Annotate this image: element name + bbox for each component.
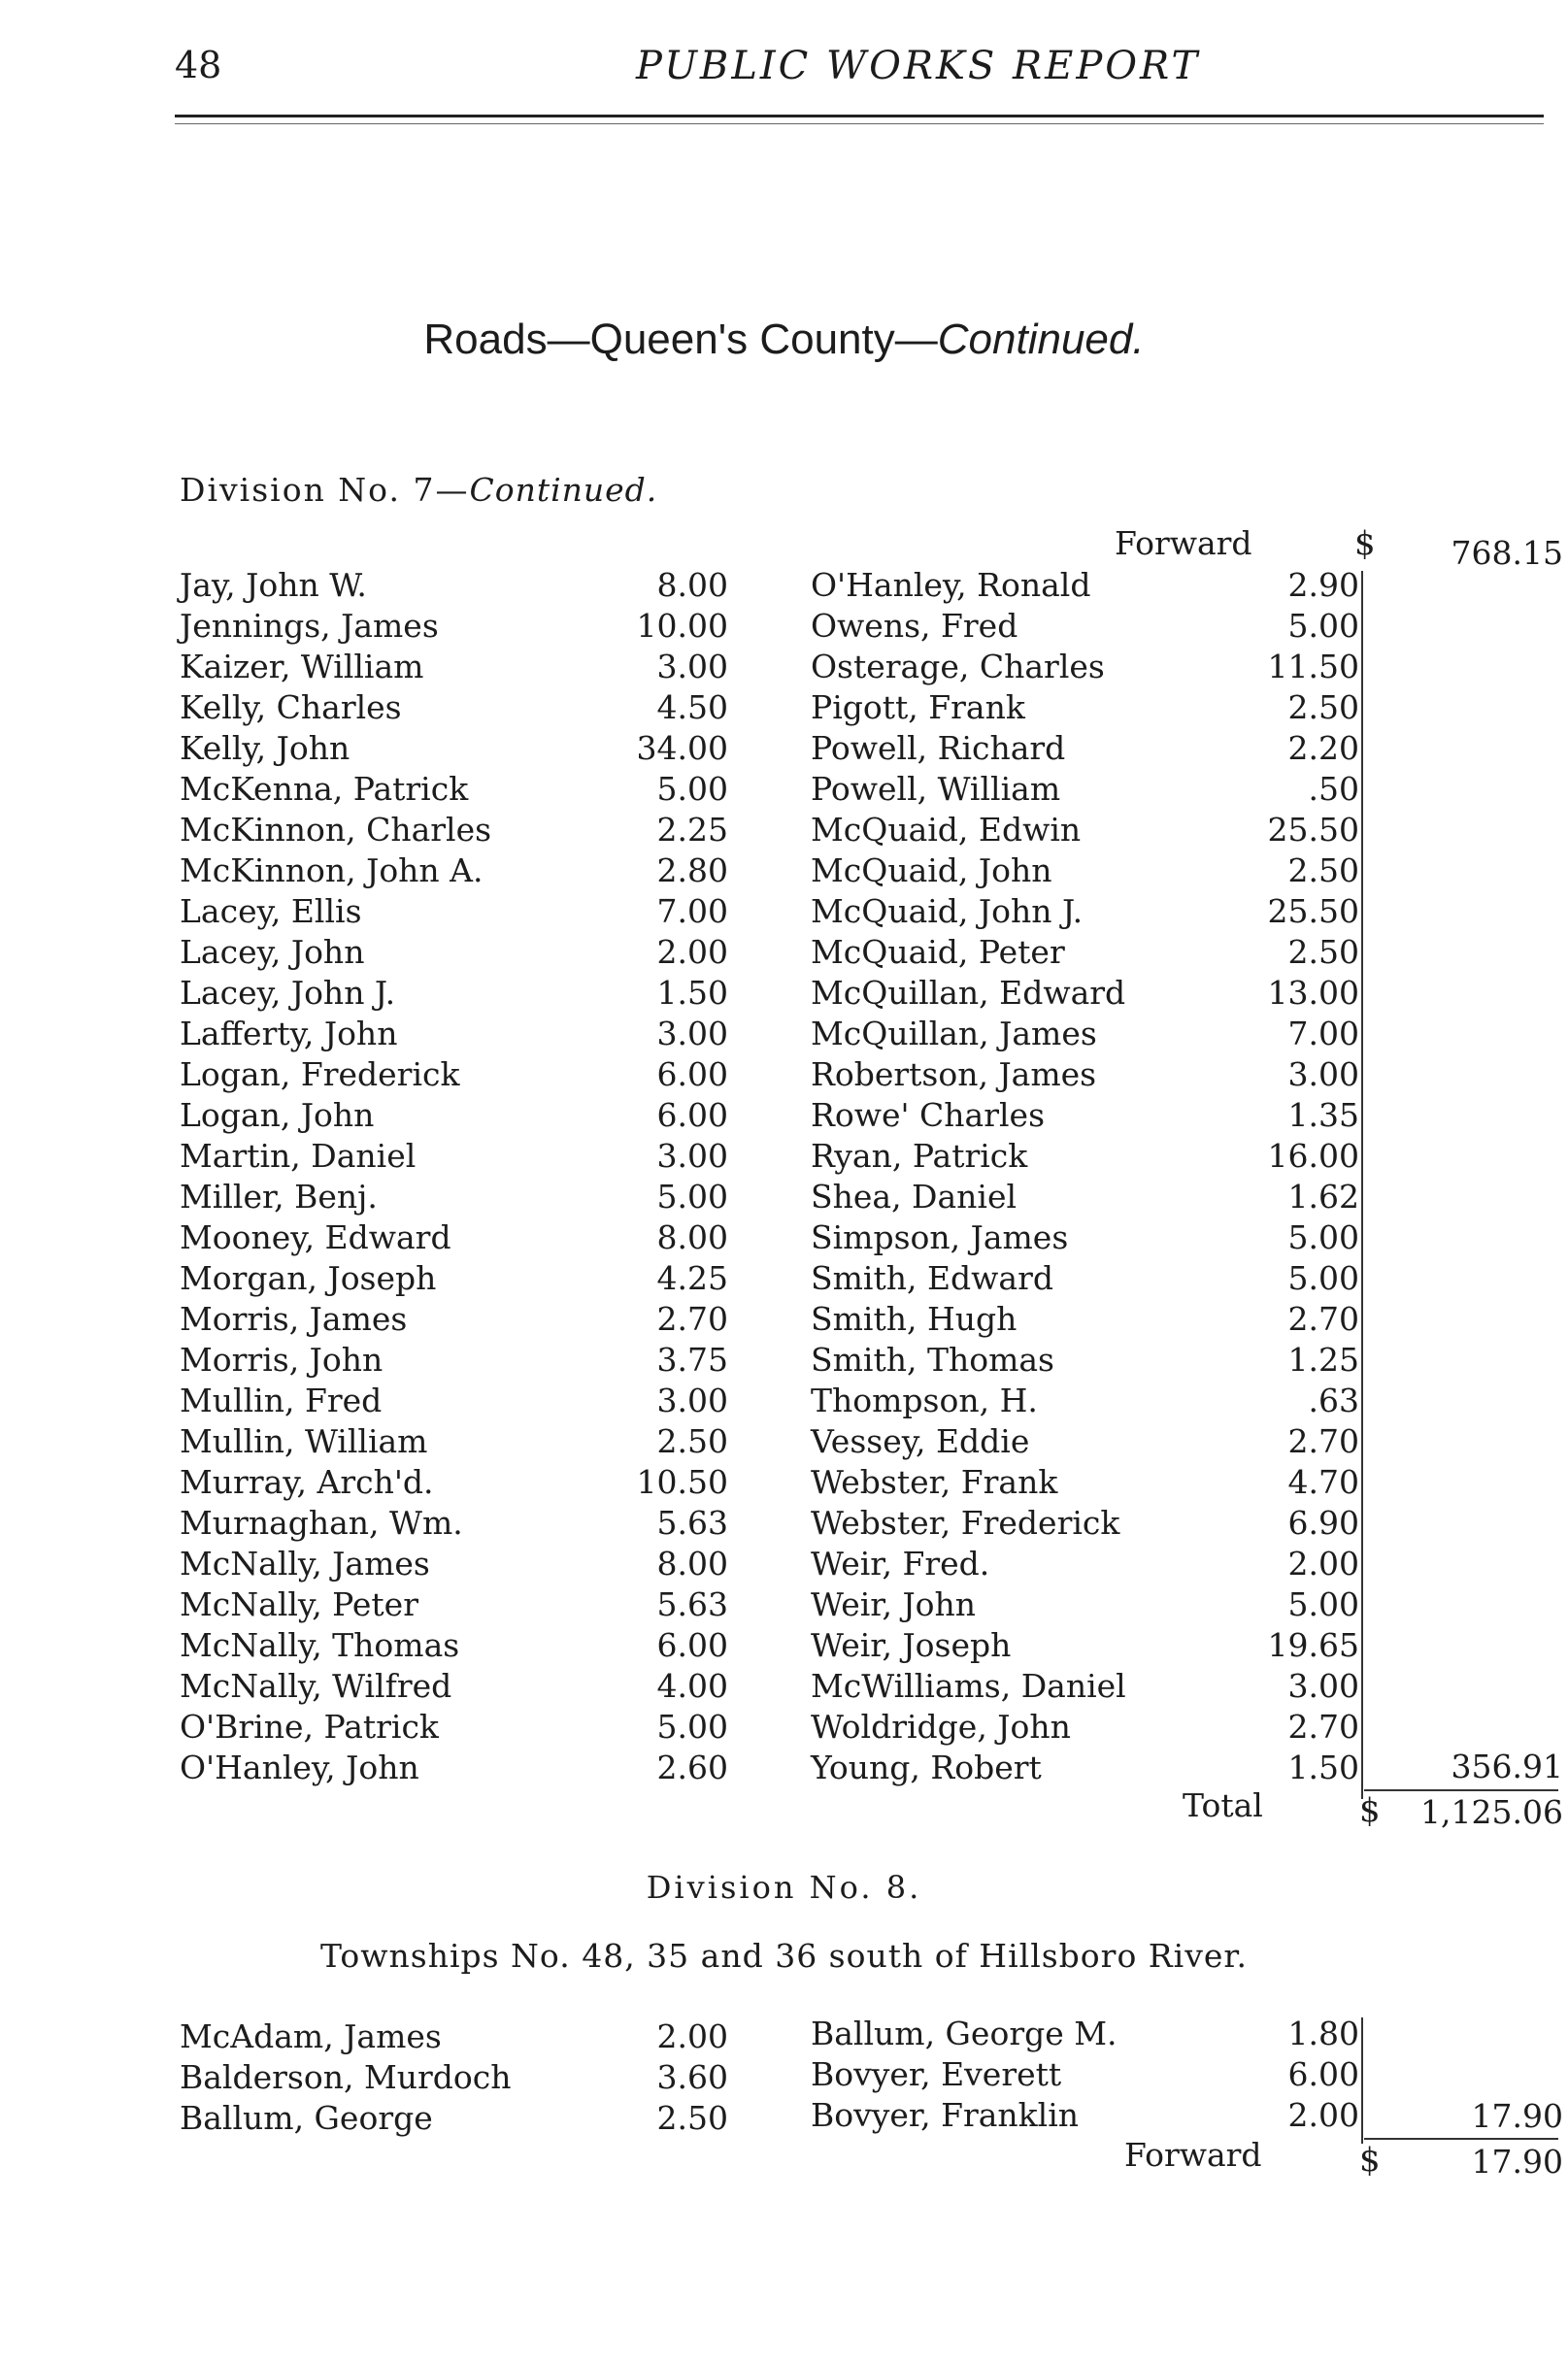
- entry-name: Kelly, Charles: [180, 688, 402, 726]
- entry-name: Jay, John W.: [180, 566, 367, 604]
- entry-name: Powell, Richard: [811, 729, 1066, 767]
- running-title: PUBLIC WORKS REPORT: [636, 44, 1201, 88]
- entry-amount: 2.50: [1287, 933, 1359, 971]
- entry-name: Owens, Fred: [811, 607, 1018, 645]
- entry-amount: 3.00: [656, 1382, 728, 1419]
- entry-amount: 13.00: [1267, 974, 1359, 1012]
- entry-amount: 4.70: [1287, 1463, 1359, 1501]
- total-label: Total: [1183, 1786, 1263, 1824]
- forward-amount: 768.15: [1451, 534, 1563, 572]
- entry-name: McKenna, Patrick: [180, 770, 469, 808]
- entry-amount: 5.63: [656, 1504, 728, 1542]
- entry-name: McKinnon, Charles: [180, 811, 492, 849]
- entry-amount: 2.60: [656, 1749, 728, 1786]
- entry-name: Simpson, James: [811, 1218, 1069, 1256]
- entry-name: Ballum, George M.: [811, 2015, 1118, 2052]
- entry-amount: 6.90: [1287, 1504, 1359, 1542]
- entry-name: McKinnon, John A.: [180, 851, 484, 889]
- entry-amount: 2.25: [656, 811, 728, 849]
- entry-amount: 3.00: [656, 648, 728, 685]
- entry-name: Smith, Thomas: [811, 1341, 1054, 1379]
- entry-amount: 25.50: [1267, 892, 1359, 930]
- division-8-forward-amount: 17.90: [1471, 2143, 1563, 2181]
- entry-amount: .50: [1308, 770, 1359, 808]
- entry-amount: 3.00: [1287, 1055, 1359, 1093]
- entry-amount: 7.00: [1287, 1015, 1359, 1052]
- division-7-continued: Continued.: [469, 471, 658, 509]
- entry-name: Mullin, Fred: [180, 1382, 383, 1419]
- entry-name: Webster, Frederick: [811, 1504, 1120, 1542]
- entry-name: Smith, Edward: [811, 1259, 1053, 1297]
- entry-amount: 34.00: [636, 729, 728, 767]
- entry-name: McNally, Thomas: [180, 1626, 460, 1664]
- entry-name: Miller, Benj.: [180, 1178, 378, 1216]
- entry-name: Morris, James: [180, 1300, 408, 1338]
- entry-name: Lafferty, John: [180, 1015, 398, 1052]
- entry-name: Logan, John: [180, 1096, 375, 1134]
- entry-name: Smith, Hugh: [811, 1300, 1018, 1338]
- entry-name: Powell, William: [811, 770, 1061, 808]
- entry-amount: 1.50: [1287, 1749, 1359, 1786]
- entry-name: Murnaghan, Wm.: [180, 1504, 463, 1542]
- entry-name: Lacey, John J.: [180, 974, 396, 1012]
- division-8-forward-label: Forward: [1124, 2136, 1262, 2174]
- entry-amount: 3.75: [656, 1341, 728, 1379]
- entry-amount: 2.00: [656, 2017, 728, 2055]
- entry-amount: 4.50: [656, 688, 728, 726]
- entry-name: Lacey, Ellis: [180, 892, 362, 930]
- division-8-forward-dollar: $: [1359, 2141, 1381, 2180]
- entry-amount: 25.50: [1267, 811, 1359, 849]
- entry-amount: 10.00: [636, 607, 728, 645]
- entry-name: Weir, John: [811, 1585, 977, 1623]
- entry-amount: 1.25: [1287, 1341, 1359, 1379]
- townships-subheading: Townships No. 48, 35 and 36 south of Hillsboro River.: [319, 1937, 1249, 1975]
- entry-amount: 3.60: [656, 2058, 728, 2096]
- entry-amount: 2.50: [656, 1422, 728, 1460]
- entry-name: McWilliams, Daniel: [811, 1667, 1126, 1705]
- entry-name: Ballum, George: [180, 2099, 433, 2137]
- entry-name: O'Hanley, Ronald: [811, 566, 1091, 604]
- entry-amount: 19.65: [1267, 1626, 1359, 1664]
- entry-amount: 2.70: [1287, 1708, 1359, 1746]
- entry-amount: 8.00: [656, 566, 728, 604]
- entry-name: Kaizer, William: [180, 648, 424, 685]
- entry-name: Jennings, James: [180, 607, 439, 645]
- entry-name: Shea, Daniel: [811, 1178, 1018, 1216]
- title-main: Roads—Queen's County—: [423, 316, 938, 363]
- entry-name: McNally, Peter: [180, 1585, 418, 1623]
- entry-amount: 2.50: [1287, 851, 1359, 889]
- entry-amount: .63: [1308, 1382, 1359, 1419]
- entry-amount: 10.50: [636, 1463, 728, 1501]
- entry-amount: 3.00: [656, 1137, 728, 1175]
- entry-name: Woldridge, John: [811, 1708, 1071, 1746]
- entry-amount: 6.00: [656, 1055, 728, 1093]
- entry-name: McQuillan, James: [811, 1015, 1097, 1052]
- entry-amount: 8.00: [656, 1545, 728, 1583]
- entry-amount: 1.35: [1287, 1096, 1359, 1134]
- entry-name: Mullin, William: [180, 1422, 428, 1460]
- header-rule-thin: [175, 123, 1544, 124]
- entry-name: McQuaid, John J.: [811, 892, 1084, 930]
- entry-name: McQuaid, John: [811, 851, 1052, 889]
- entry-name: Murray, Arch'd.: [180, 1463, 434, 1501]
- entry-name: McQuaid, Edwin: [811, 811, 1082, 849]
- entry-amount: 6.00: [656, 1626, 728, 1664]
- entry-amount: 2.50: [1287, 688, 1359, 726]
- entry-amount: 6.00: [1287, 2055, 1359, 2093]
- page-number: 48: [175, 44, 222, 86]
- entry-amount: 3.00: [656, 1015, 728, 1052]
- entry-amount: 5.00: [656, 1708, 728, 1746]
- entry-amount: 2.50: [656, 2099, 728, 2137]
- entry-name: Thompson, H.: [811, 1382, 1038, 1419]
- header-rule: [175, 115, 1544, 117]
- entry-name: Morris, John: [180, 1341, 384, 1379]
- page-title: [0, 316, 1568, 364]
- entry-amount: 1.62: [1287, 1178, 1359, 1216]
- forward-label: Forward: [1115, 524, 1252, 562]
- entry-amount: 1.80: [1287, 2015, 1359, 2052]
- entry-name: Kelly, John: [180, 729, 350, 767]
- entry-name: Rowe' Charles: [811, 1096, 1046, 1134]
- entry-amount: 6.00: [656, 1096, 728, 1134]
- entry-amount: 8.00: [656, 1218, 728, 1256]
- entry-name: McQuaid, Peter: [811, 933, 1065, 971]
- amount-column-rule: [1361, 571, 1363, 1799]
- entry-amount: 5.63: [656, 1585, 728, 1623]
- entry-name: O'Hanley, John: [180, 1749, 419, 1786]
- entry-name: Robertson, James: [811, 1055, 1097, 1093]
- division-7-heading: [180, 471, 657, 509]
- subtotal-rule: [1364, 1789, 1558, 1791]
- division-7-subtotal: 356.91: [1451, 1748, 1563, 1785]
- entry-amount: 2.70: [656, 1300, 728, 1338]
- entry-name: Young, Robert: [811, 1749, 1042, 1786]
- entry-amount: 2.90: [1287, 566, 1359, 604]
- entry-amount: 5.00: [1287, 1585, 1359, 1623]
- entry-name: Osterage, Charles: [811, 648, 1105, 685]
- entry-name: McAdam, James: [180, 2017, 442, 2055]
- entry-name: Pigott, Frank: [811, 688, 1025, 726]
- entry-name: Bovyer, Everett: [811, 2055, 1062, 2093]
- entry-name: Ryan, Patrick: [811, 1137, 1028, 1175]
- entry-amount: 4.00: [656, 1667, 728, 1705]
- entry-name: Martin, Daniel: [180, 1137, 417, 1175]
- entry-amount: 2.00: [1287, 2096, 1359, 2134]
- entry-amount: 5.00: [1287, 1218, 1359, 1256]
- division-8-amount-rule: [1361, 2017, 1363, 2144]
- entry-name: Balderson, Murdoch: [180, 2058, 512, 2096]
- entry-amount: 5.00: [1287, 1259, 1359, 1297]
- entry-name: Vessey, Eddie: [811, 1422, 1030, 1460]
- entry-name: O'Brine, Patrick: [180, 1708, 439, 1746]
- total-amount: 1,125.06: [1420, 1793, 1563, 1831]
- entry-amount: 4.25: [656, 1259, 728, 1297]
- entry-name: Weir, Joseph: [811, 1626, 1012, 1664]
- entry-name: Weir, Fred.: [811, 1545, 990, 1583]
- entry-amount: 5.00: [1287, 607, 1359, 645]
- entry-name: McNally, James: [180, 1545, 430, 1583]
- entry-amount: 1.50: [656, 974, 728, 1012]
- entry-amount: 2.00: [1287, 1545, 1359, 1583]
- entry-name: Webster, Frank: [811, 1463, 1058, 1501]
- forward-dollar: $: [1354, 524, 1376, 563]
- entry-amount: 2.70: [1287, 1422, 1359, 1460]
- entry-amount: 2.80: [656, 851, 728, 889]
- entry-name: McQuillan, Edward: [811, 974, 1126, 1012]
- division-8-subtotal: 17.90: [1471, 2097, 1563, 2135]
- entry-name: Mooney, Edward: [180, 1218, 451, 1256]
- total-dollar: $: [1359, 1791, 1381, 1830]
- entry-amount: 3.00: [1287, 1667, 1359, 1705]
- entry-name: McNally, Wilfred: [180, 1667, 452, 1705]
- entry-amount: 5.00: [656, 1178, 728, 1216]
- entry-amount: 2.70: [1287, 1300, 1359, 1338]
- entry-amount: 2.00: [656, 933, 728, 971]
- entry-amount: 16.00: [1267, 1137, 1359, 1175]
- division-7-label: Division No. 7—: [180, 471, 470, 509]
- division-8-subtotal-rule: [1364, 2138, 1558, 2140]
- entry-name: Lacey, John: [180, 933, 365, 971]
- title-continued: Continued.: [937, 316, 1145, 363]
- entry-amount: 11.50: [1267, 648, 1359, 685]
- entry-amount: 5.00: [656, 770, 728, 808]
- entry-name: Bovyer, Franklin: [811, 2096, 1080, 2134]
- entry-amount: 2.20: [1287, 729, 1359, 767]
- entry-amount: 7.00: [656, 892, 728, 930]
- division-8-heading: Division No. 8.: [646, 1869, 922, 1906]
- entry-name: Logan, Frederick: [180, 1055, 460, 1093]
- entry-name: Morgan, Joseph: [180, 1259, 437, 1297]
